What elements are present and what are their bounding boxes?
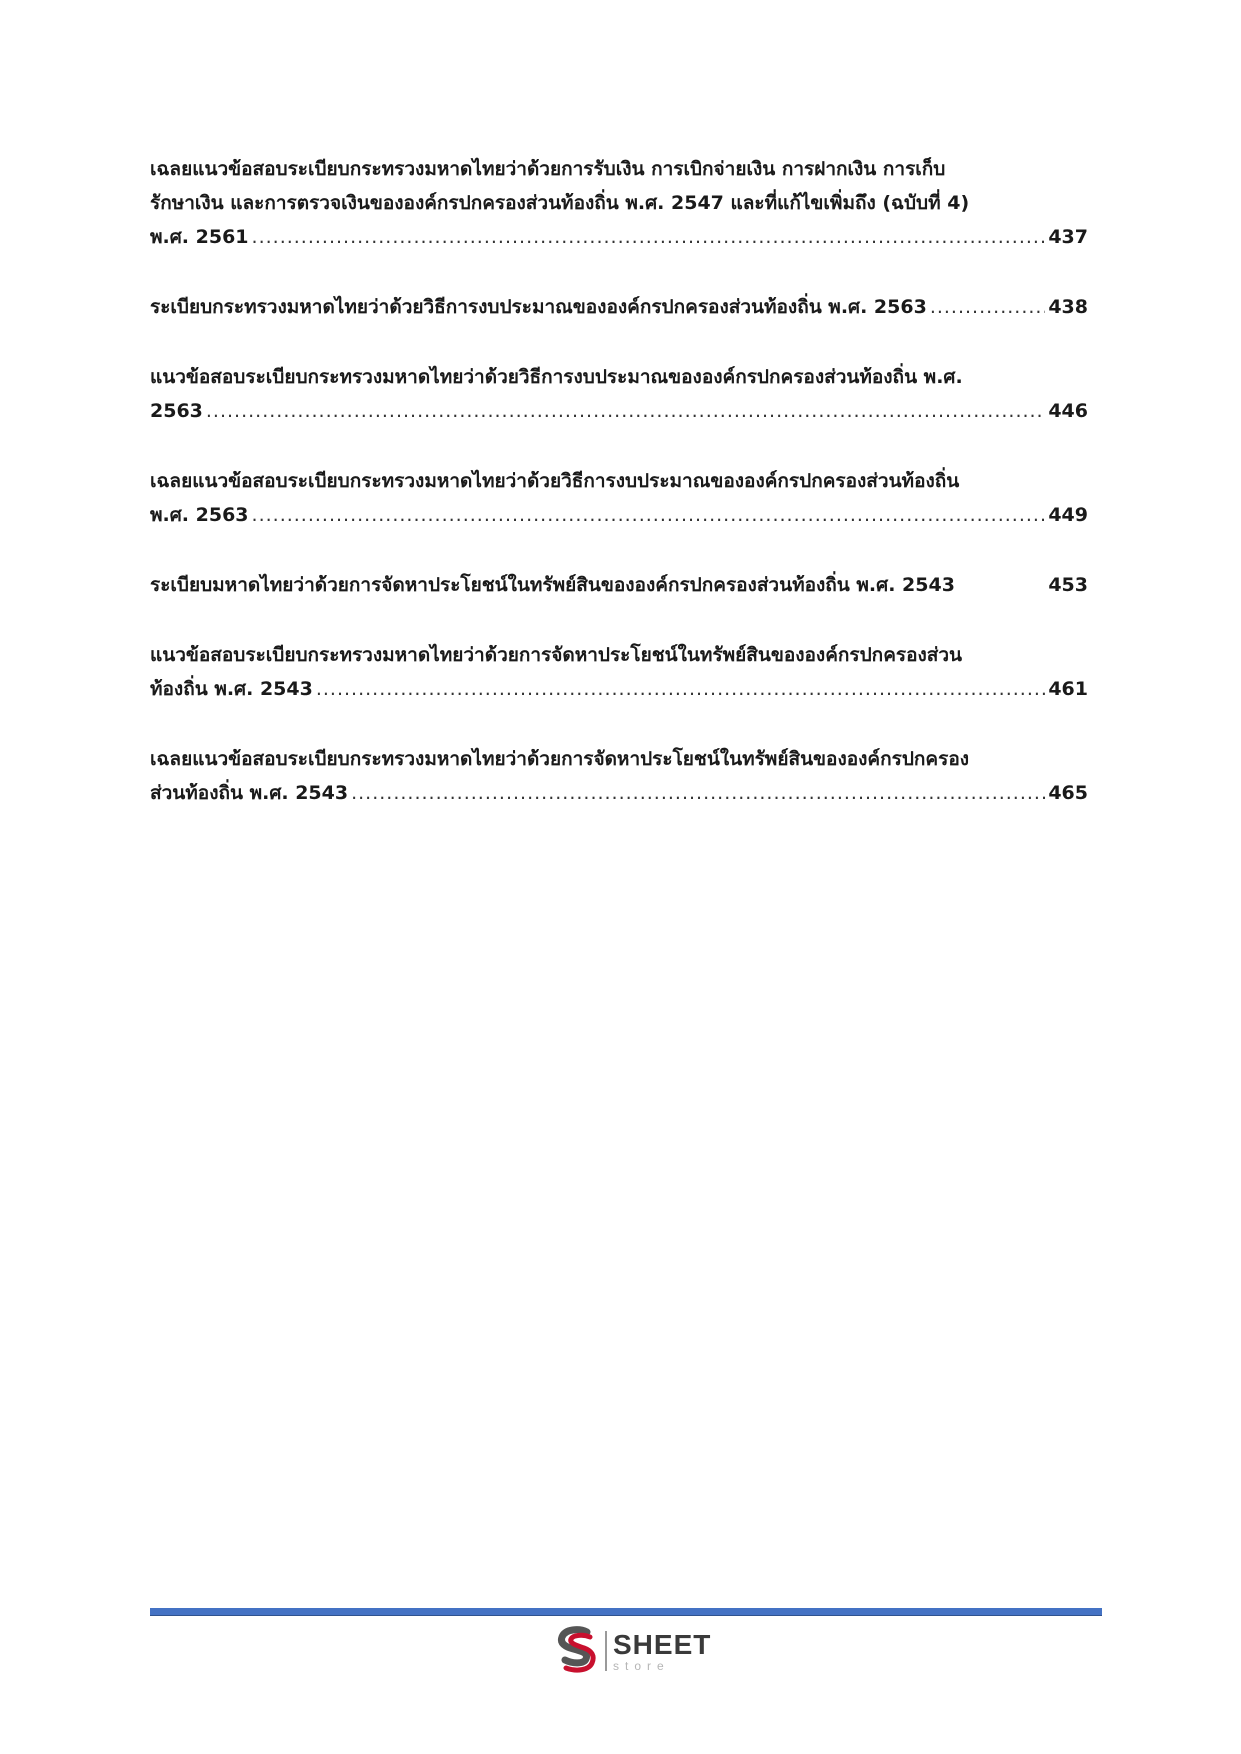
- toc-entry-title-line: รักษาเงิน และการตรวจเงินขององค์กรปกครองส่วนท้องถิ่น พ.ศ. 2547 และที่แก้ไขเพิ่มถึง (ฉบับที่ 4): [150, 192, 970, 214]
- dot-leader: [252, 220, 1046, 254]
- logo-subtitle: store: [613, 1658, 670, 1673]
- footer-rule: [150, 1608, 1102, 1616]
- toc-entry-last-line: [150, 672, 1088, 706]
- toc-entry-title-end: ส่วนท้องถิ่น พ.ศ. 2543: [150, 782, 349, 804]
- toc-entry-title-line: แนวข้อสอบระเบียบกระทรวงมหาดไทยว่าด้วยวิธีการงบประมาณขององค์กรปกครองส่วนท้องถิ่น พ.ศ.: [150, 366, 963, 388]
- logo-word: SHEET: [613, 1628, 712, 1660]
- toc-entry-title-end: ระเบียบกระทรวงมหาดไทยว่าด้วยวิธีการงบประมาณขององค์กรปกครองส่วนท้องถิ่น พ.ศ. 2563: [150, 296, 927, 318]
- toc-entry[interactable]: [150, 464, 1088, 532]
- toc-entry[interactable]: [150, 742, 1088, 810]
- toc-entry-title-end: พ.ศ. 2563: [150, 504, 249, 526]
- toc-entry-title-end: ท้องถิ่น พ.ศ. 2543: [150, 678, 313, 700]
- dot-leader: [930, 290, 1046, 324]
- dot-leader: [252, 498, 1046, 532]
- toc-entry-last-line: [150, 220, 1088, 254]
- toc-page-number: 446: [1048, 400, 1088, 422]
- toc-page-number: 438: [1048, 296, 1088, 318]
- toc-entry[interactable]: [150, 152, 1088, 254]
- toc-entry-title-end: 2563: [150, 400, 203, 422]
- toc-entry-title-line: แนวข้อสอบระเบียบกระทรวงมหาดไทยว่าด้วยการจัดหาประโยชน์ในทรัพย์สินขององค์กรปกครองส่วน: [150, 644, 963, 666]
- logo-text: [613, 1628, 712, 1673]
- toc-page-number: 449: [1048, 504, 1088, 526]
- logo-divider: [605, 1631, 607, 1671]
- toc-page-number: 461: [1048, 678, 1088, 700]
- toc-entry[interactable]: [150, 290, 1088, 324]
- footer-logo: [553, 1626, 711, 1676]
- toc-entry-title-line: เฉลยแนวข้อสอบระเบียบกระทรวงมหาดไทยว่าด้วยวิธีการงบประมาณขององค์กรปกครองส่วนท้องถิ่น: [150, 470, 960, 492]
- toc-entry[interactable]: [150, 638, 1088, 706]
- toc-entry[interactable]: [150, 360, 1088, 428]
- toc-entry-last-line: [150, 568, 1088, 602]
- dot-leader: [206, 394, 1045, 428]
- toc-entry[interactable]: [150, 568, 1088, 602]
- toc-entry-last-line: [150, 498, 1088, 532]
- toc-page-number: 437: [1048, 226, 1088, 248]
- toc-entry-title-end: พ.ศ. 2561: [150, 226, 249, 248]
- dot-leader: [351, 776, 1045, 810]
- toc-page-number: 465: [1048, 782, 1088, 804]
- sheet-store-s-logo-icon: [553, 1626, 599, 1676]
- toc-entry-last-line: [150, 776, 1088, 810]
- toc-entry-last-line: [150, 290, 1088, 324]
- toc-entry-title-line: เฉลยแนวข้อสอบระเบียบกระทรวงมหาดไทยว่าด้วยการจัดหาประโยชน์ในทรัพย์สินขององค์กรปกครอง: [150, 748, 970, 770]
- toc-entry-title-line: เฉลยแนวข้อสอบระเบียบกระทรวงมหาดไทยว่าด้วยการรับเงิน การเบิกจ่ายเงิน การฝากเงิน การเก็บ: [150, 158, 946, 180]
- toc-entry-title-end: ระเบียบมหาดไทยว่าด้วยการจัดหาประโยชน์ในทรัพย์สินขององค์กรปกครองส่วนท้องถิ่น พ.ศ. 2543: [150, 574, 955, 596]
- toc-page-number: 453: [1048, 574, 1088, 596]
- toc-entry-last-line: [150, 394, 1088, 428]
- dot-leader: [316, 672, 1045, 706]
- table-of-contents: [150, 152, 1088, 846]
